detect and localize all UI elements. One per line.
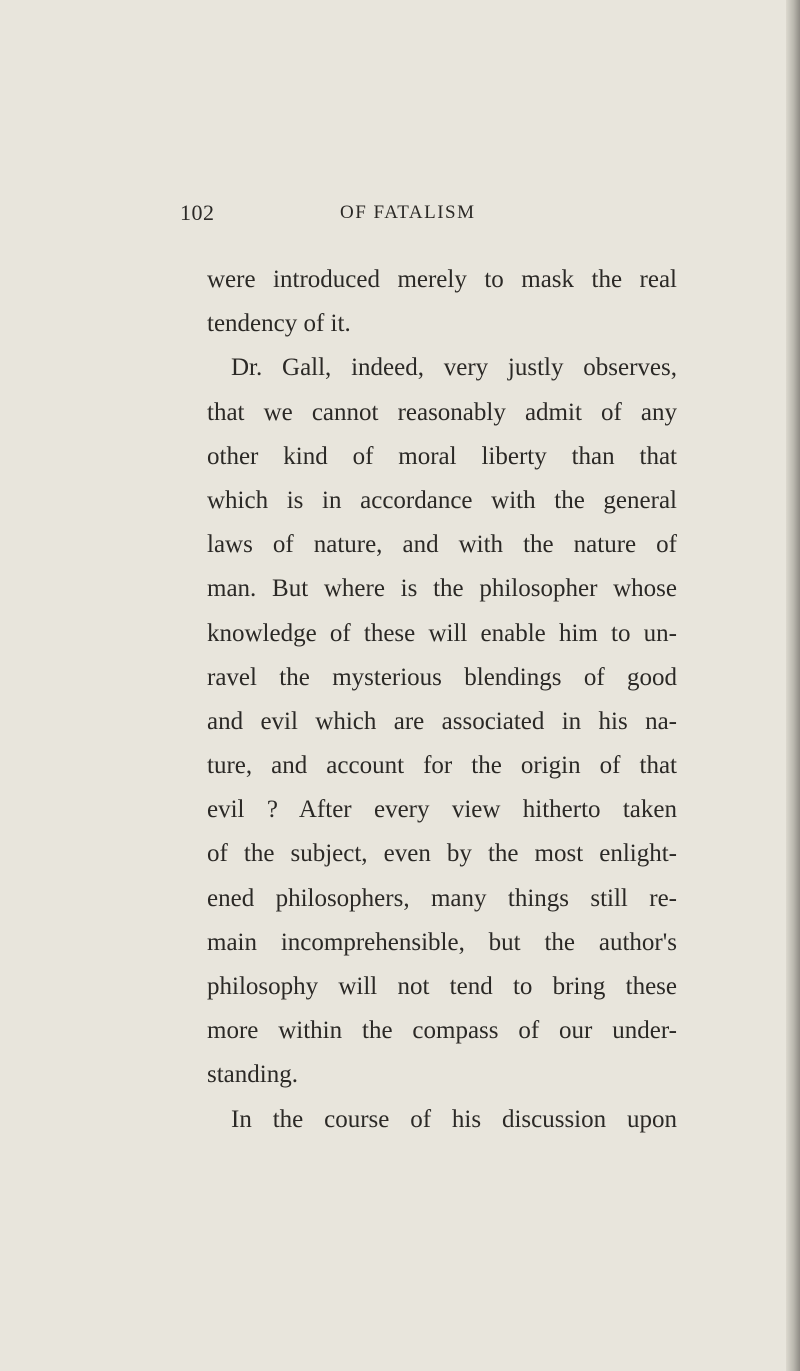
text-line: which is in accordance with the general bbox=[207, 486, 677, 514]
text-line: In the course of his discussion upon bbox=[231, 1105, 677, 1133]
text-line: man. But where is the philosopher whose bbox=[207, 575, 677, 603]
text-line: more within the compass of our under- bbox=[207, 1017, 677, 1045]
text-line: that we cannot reasonably admit of any bbox=[207, 398, 677, 426]
text-line: philosophy will not tend to bring these bbox=[207, 973, 677, 1000]
page-number: 102 bbox=[180, 200, 215, 225]
page-header bbox=[0, 200, 800, 230]
page-edge-shadow bbox=[786, 0, 800, 1371]
text-line: ened philosophers, many things still re- bbox=[207, 884, 677, 912]
text-line: evil ? After every view hitherto taken bbox=[207, 796, 677, 824]
running-head: OF FATALISM bbox=[340, 202, 476, 223]
text-line: ravel the mysterious blendings of good bbox=[207, 663, 677, 691]
text-line: standing. bbox=[207, 1061, 298, 1089]
text-line: Dr. Gall, indeed, very justly observes, bbox=[231, 354, 677, 382]
text-line: knowledge of these will enable him to un- bbox=[207, 619, 677, 647]
body-text bbox=[207, 258, 677, 1142]
text-line: main incomprehensible, but the author's bbox=[207, 928, 677, 956]
text-line: and evil which are associated in his na- bbox=[207, 707, 677, 735]
text-line: tendency of it. bbox=[207, 310, 351, 338]
text-line: were introduced merely to mask the real bbox=[207, 266, 677, 293]
text-line: ture, and account for the origin of that bbox=[207, 752, 677, 780]
text-line: other kind of moral liberty than that bbox=[207, 442, 677, 470]
text-line: laws of nature, and with the nature of bbox=[207, 531, 677, 559]
text-line: of the subject, even by the most enlight- bbox=[207, 840, 677, 868]
